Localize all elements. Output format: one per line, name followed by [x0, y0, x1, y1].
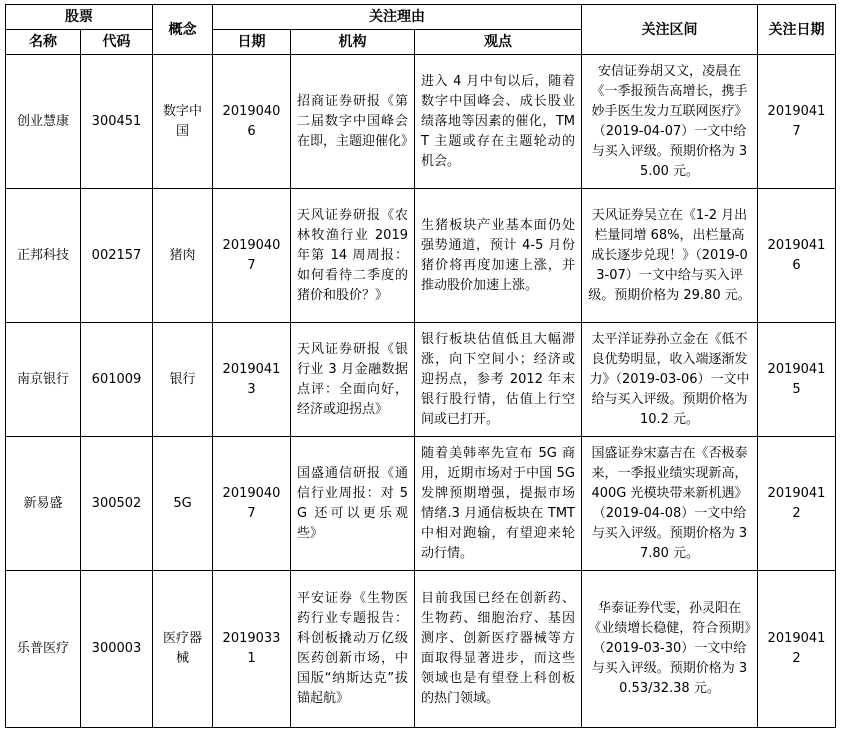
watch-date: 20190416: [758, 189, 836, 323]
watch-range: 太平洋证券孙立金在《低不良优势明显，收入端逐渐发力》（2019-03-06）一文中给与买入评级。预期价格为 10.2 元。: [582, 323, 758, 437]
stock-code: 300451: [81, 55, 153, 189]
header-range: 关注区间: [582, 5, 758, 55]
table-row: [6, 189, 836, 323]
header-reason: 关注理由: [213, 5, 582, 30]
header-viewpoint: 观点: [415, 30, 582, 55]
header-row-top: [6, 5, 836, 30]
reason-institution: 招商证券研报《第二届数字中国峰会在即，主题迎催化》: [291, 55, 415, 189]
watch-date: 20190417: [758, 55, 836, 189]
watch-range: 安信证券胡又文，凌晨在《一季报预告高增长，携手妙手医生发力互联网医疗》（2019-04-07）一文中给与买入评级。预期价格为 35.00 元。: [582, 55, 758, 189]
watchlist-table: [5, 4, 836, 728]
stock-name: 南京银行: [6, 323, 81, 437]
header-concept: 概念: [153, 5, 213, 55]
stock-code: 300502: [81, 437, 153, 571]
header-date: 日期: [213, 30, 291, 55]
header-institution: 机构: [291, 30, 415, 55]
watch-range: 华泰证券代雯，孙灵阳在《业绩增长稳健，符合预期》（2019-03-30）一文中给与买入评级。预期价格为 30.53/32.38 元。: [582, 571, 758, 728]
stock-code: 002157: [81, 189, 153, 323]
reason-viewpoint: 目前我国已经在创新药、生物药、细胞治疗、基因测序、创新医疗器械等方面取得显著进步，而这些领域也是有望登上科创板的热门领域。: [415, 571, 582, 728]
stock-code: 601009: [81, 323, 153, 437]
stock-name: 创业慧康: [6, 55, 81, 189]
header-stock: 股票: [6, 5, 153, 30]
reason-institution: 国盛通信研报《通信行业周报：对 5G 还可以更乐观些》: [291, 437, 415, 571]
stock-name: 新易盛: [6, 437, 81, 571]
table-row: [6, 437, 836, 571]
reason-viewpoint: 随着美韩率先宣布 5G 商用，近期市场对于中国 5G 发牌预期增强，提振市场情绪.3 月通信板块在 TMT 中相对跑输，有望迎来轮动行情。: [415, 437, 582, 571]
stock-name: 乐普医疗: [6, 571, 81, 728]
reason-institution: 天风证券研报《银行业 3 月金融数据点评：全面向好，经济或迎拐点》: [291, 323, 415, 437]
stock-name: 正邦科技: [6, 189, 81, 323]
table-row: [6, 323, 836, 437]
reason-date: 20190407: [213, 437, 291, 571]
table-row: [6, 571, 836, 728]
watch-range: 国盛证券宋嘉吉在《否极泰来，一季报业绩实现新高，400G 光模块带来新机遇》（2019-04-08）一文中给与买入评级。预期价格为 37.80 元。: [582, 437, 758, 571]
stock-concept: 银行: [153, 323, 213, 437]
stock-concept: 5G: [153, 437, 213, 571]
reason-viewpoint: 银行板块估值低且大幅滞涨，向下空间小；经济或迎拐点，参考 2012 年末银行股行情，估值上行空间或已打开。: [415, 323, 582, 437]
stock-concept: 猪肉: [153, 189, 213, 323]
watch-date: 20190412: [758, 571, 836, 728]
stock-concept: 数字中国: [153, 55, 213, 189]
reason-date: 20190413: [213, 323, 291, 437]
reason-institution: 平安证券《生物医药行业专题报告：科创板撬动万亿级医药创新市场，中国版“纳斯达克”拔锚起航》: [291, 571, 415, 728]
header-watch-date: 关注日期: [758, 5, 836, 55]
reason-date: 20190406: [213, 55, 291, 189]
header-code: 代码: [81, 30, 153, 55]
stock-concept: 医疗器械: [153, 571, 213, 728]
watch-date: 20190412: [758, 437, 836, 571]
table-row: [6, 55, 836, 189]
header-name: 名称: [6, 30, 81, 55]
reason-viewpoint: 生猪板块产业基本面仍处强势通道，预计 4-5 月份猪价将再度加速上涨，并推动股价加速上涨。: [415, 189, 582, 323]
watch-date: 20190415: [758, 323, 836, 437]
reason-institution: 天风证券研报《农林牧渔行业 2019 年第 14 周周报：如何看待二季度的猪价和股价？》: [291, 189, 415, 323]
reason-viewpoint: 进入 4 月中旬以后，随着数字中国峰会、成长股业绩落地等因素的催化，TMT 主题或存在主题轮动的机会。: [415, 55, 582, 189]
reason-date: 20190331: [213, 571, 291, 728]
reason-date: 20190407: [213, 189, 291, 323]
watch-range: 天风证券吴立在《1-2 月出栏量同增 68%，出栏量高成长逐步兑现！》（2019-03-07）一文中给与买入评级。预期价格为 29.80 元。: [582, 189, 758, 323]
stock-code: 300003: [81, 571, 153, 728]
